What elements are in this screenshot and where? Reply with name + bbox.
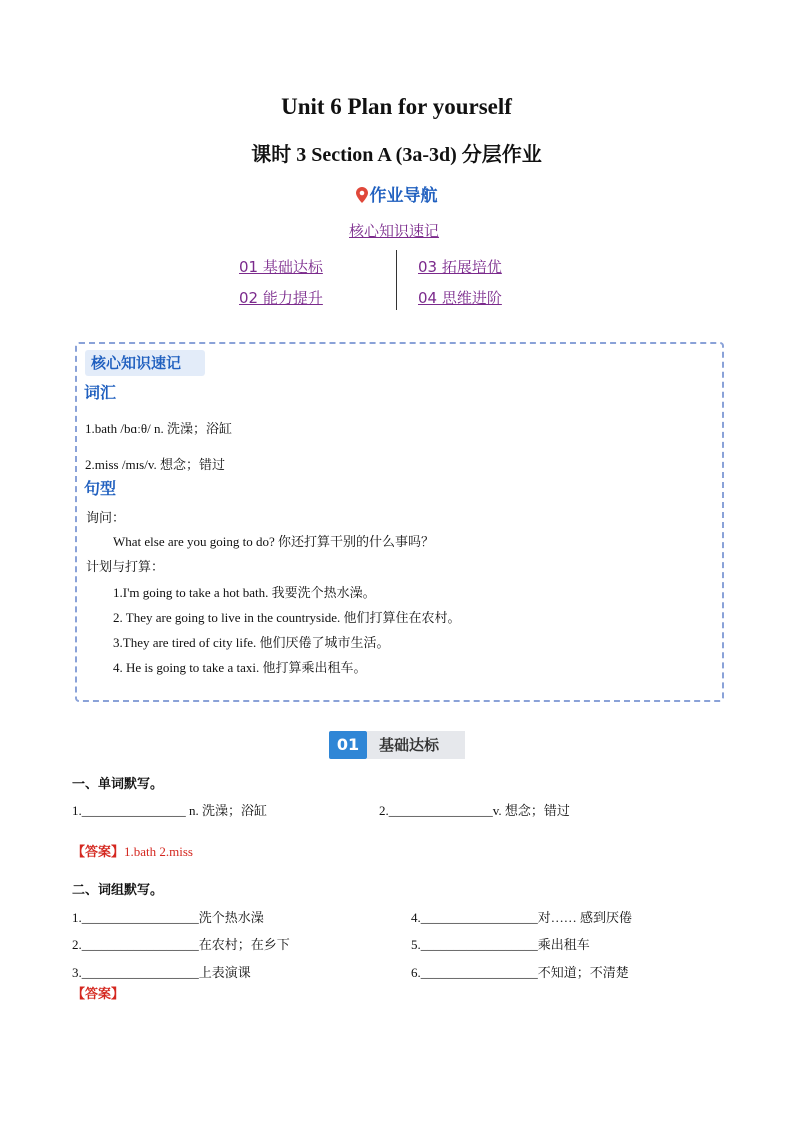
question-item: 2.__________________在农村；在乡下 [72,937,290,952]
nav-link-basic[interactable]: 01 基础达标 [239,258,323,276]
answer-text: 1.bath 2.miss [124,844,193,859]
question-item: 4.__________________对…… 感到厌倦 [411,910,633,925]
question-item: 6.__________________不知道；不清楚 [411,965,629,980]
sentence-heading: 句型 [84,479,117,498]
plan-sentence: 2. They are going to live in the countryside. 他们打算住在农村。 [113,610,461,625]
question-item: 1.__________________洗个热水澡 [72,910,264,925]
question-heading: 二、词组默写。 [72,883,164,898]
nav-link-core-knowledge[interactable]: 核心知识速记 [349,222,440,240]
question-item: 2.________________v. 想念；错过 [379,803,570,818]
knowledge-box-title: 核心知识速记 [85,350,205,376]
nav-link-ability[interactable]: 02 能力提升 [239,289,323,307]
question-heading: 一、单词默写。 [72,777,164,792]
question-item: 5.__________________乘出租车 [411,937,590,952]
vocab-item: 1.bath /bɑːθ/ n. 洗澡；浴缸 [85,421,232,436]
section-badge [329,731,465,759]
answer-label: 【答案】 [72,987,125,1002]
question-item: 1.________________ n. 洗澡；浴缸 [72,803,268,818]
location-pin-icon [356,187,368,208]
plan-sentence: 3.They are tired of city life. 他们厌倦了城市生活。 [113,635,390,650]
nav-link-extend[interactable]: 03 拓展培优 [418,258,502,276]
vocab-item: 2.miss /mɪs/v. 想念；错过 [85,457,226,472]
nav-heading [0,181,793,208]
question-item: 3.__________________上表演课 [72,965,251,980]
ask-sentence: What else are you going to do? 你还打算干别的什么事吗？ [113,534,434,549]
plan-sentence: 1.I'm going to take a hot bath. 我要洗个热水澡。 [113,585,376,600]
nav-heading-label: 作业导航 [369,186,438,206]
section-number: 01 [329,731,367,759]
nav-divider [396,250,397,310]
section-label: 基础达标 [367,731,465,759]
page-subtitle: 课时 3 Section A (3a-3d) 分层作业 [251,144,542,166]
vocab-heading: 词汇 [84,383,117,402]
plan-sentence: 4. He is going to take a taxi. 他打算乘出租车。 [113,660,367,675]
plan-label: 计划与打算： [86,559,165,574]
answer-line [72,983,124,1002]
page-title: Unit 6 Plan for yourself [281,94,512,119]
answer-line [72,841,193,860]
answer-label: 【答案】 [72,845,125,860]
ask-label: 询问： [86,510,126,525]
nav-link-thinking[interactable]: 04 思维进阶 [418,289,502,307]
